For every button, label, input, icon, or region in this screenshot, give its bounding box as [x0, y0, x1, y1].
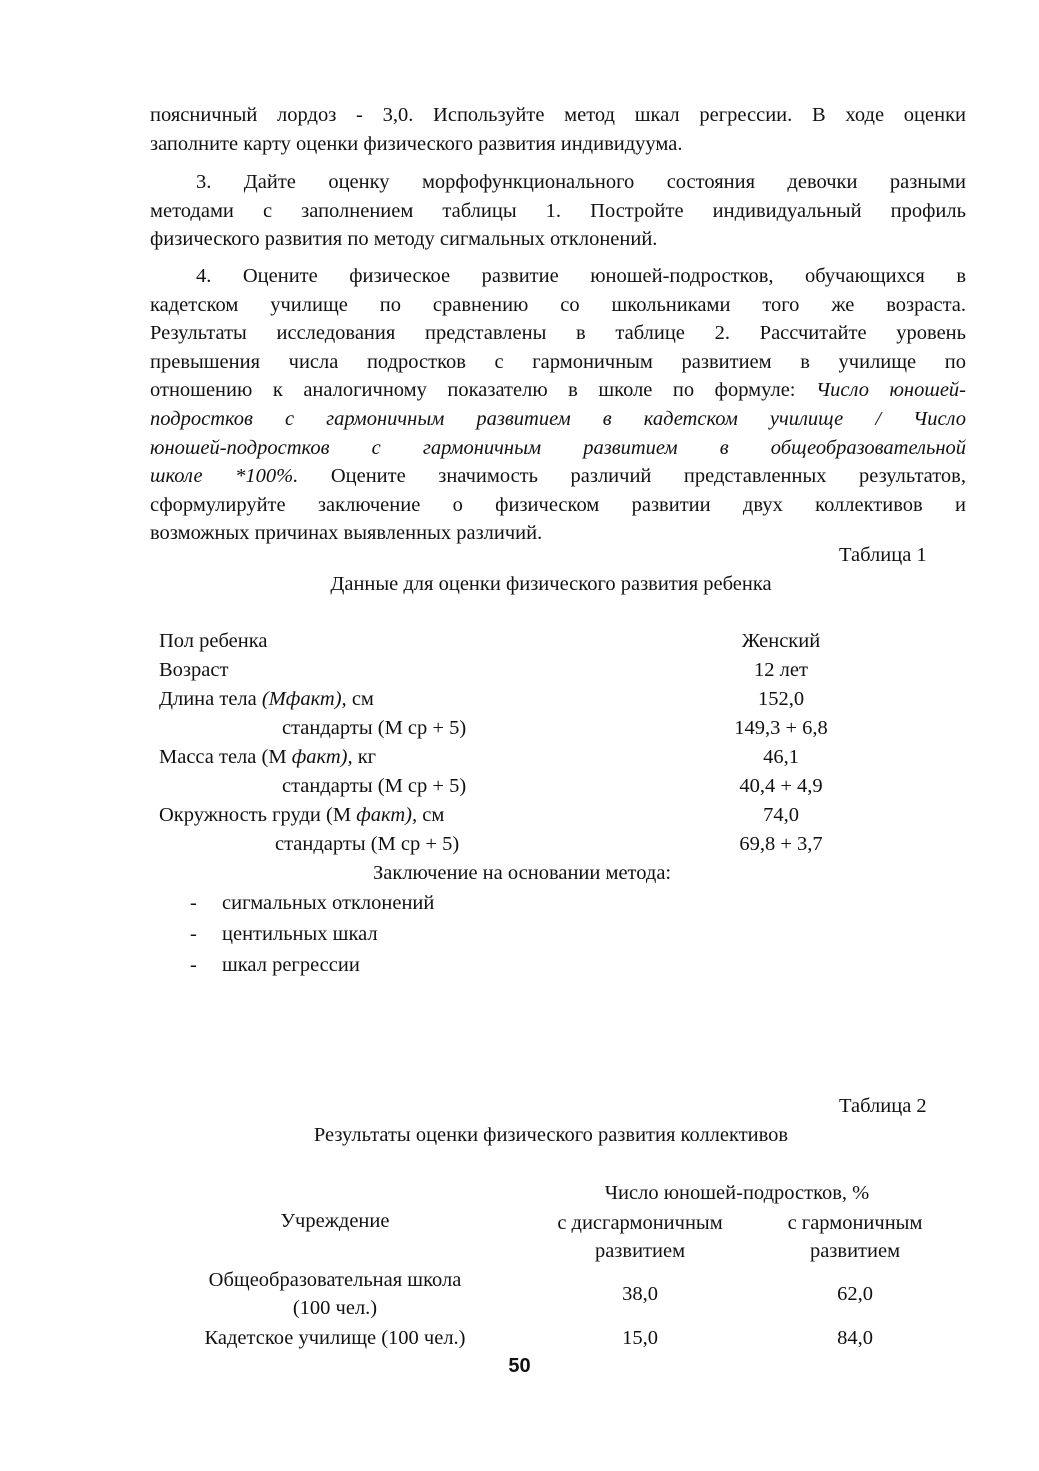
group-header: Число юношей-подростков, % [604, 1182, 870, 1204]
table-2-title: Результаты оценки физического развития коллективов [313, 1124, 789, 1146]
header-line: развитием [594, 1240, 686, 1262]
disharmonic-value: 15,0 [622, 1327, 658, 1349]
list-dash: - [190, 892, 197, 914]
table-1-row-label: Возраст [159, 659, 229, 681]
task-4-formula-start: Число юношей- [816, 379, 966, 402]
column-header-harmonic [765, 1209, 945, 1265]
task-4-line-4: превышения числа подростков с гармоничным развитием в училище по [150, 350, 966, 373]
table-1-row-label: Пол ребенка [159, 630, 268, 652]
task-3-paragraph [150, 168, 966, 254]
task-4-paragraph [150, 262, 966, 548]
label-part: Масса тела (М [159, 746, 292, 768]
table-1-row-value: 74,0 [763, 804, 799, 826]
label-unit: см [417, 804, 445, 826]
task-3-line-3: физического развития по методу сигмальных отклонений. [150, 228, 658, 251]
table-1-row-value: Женский [741, 630, 821, 652]
table-1-row-label [159, 804, 444, 827]
label-italic-part: (Мфакт), [261, 688, 347, 710]
institution-name: Кадетское училище (100 чел.) [204, 1327, 466, 1349]
label-unit: см [346, 688, 374, 710]
header-line: развитием [809, 1240, 901, 1262]
label-unit: кг [352, 746, 377, 768]
label-part: Окружность груди (М [159, 804, 357, 826]
page-number: 50 [508, 1355, 531, 1377]
column-header-disharmonic [530, 1209, 750, 1265]
label-italic-part: факт), [291, 746, 353, 768]
table-1-row-label: стандарты (М ср + 5) [275, 833, 460, 855]
table-1-caption: Таблица 1 [839, 544, 927, 566]
table-2-caption: Таблица 2 [839, 1095, 927, 1117]
list-item: сигмальных отклонений [222, 892, 435, 914]
table-1-title: Данные для оценки физического развития ребенка [330, 573, 772, 595]
task-4-line-5-plain: отношению к аналогичному показателю в школе по формуле: [150, 379, 817, 402]
task-4-line-2: кадетском училище по сравнению со школьниками того же возраста. [150, 293, 966, 316]
task-4-line-3: Результаты исследования представлены в таблице 2. Рассчитайте уровень [150, 322, 966, 345]
harmonic-value: 84,0 [837, 1327, 873, 1349]
list-item: шкал регрессии [222, 954, 360, 976]
list-item: центильных шкал [222, 923, 378, 945]
label-part: Длина тела [159, 688, 262, 710]
name-line: (100 чел.) [292, 1297, 378, 1319]
list-dash: - [190, 923, 197, 945]
task-4-formula-line-3: юношей-подростков с гармоничным развитием в общеобразовательной [150, 436, 966, 459]
table-1-row-value: 69,8 + 3,7 [739, 833, 823, 855]
task-4-line-9: сформулируйте заключение о физическом развитии двух коллективов и [150, 493, 966, 516]
task-4-formula-line-2: подростков с гармоничным развитием в кадетском училище / Число [150, 407, 966, 430]
table-1-row-label [159, 746, 376, 769]
table-1-row-label [159, 688, 374, 711]
table-1-row-value: 12 лет [754, 659, 808, 681]
task-3-line-2: методами с заполнением таблицы 1. Постройте индивидуальный профиль [150, 199, 966, 222]
table-1-row-label: стандарты (М ср + 5) [282, 717, 467, 739]
name-line: Общеобразовательная школа [208, 1269, 462, 1291]
list-dash: - [190, 954, 197, 976]
intro-line-2: заполните карту оценки физического развития индивидуума. [150, 132, 683, 155]
disharmonic-value: 38,0 [622, 1283, 658, 1305]
task-4-formula-end: школе *100%. [150, 465, 299, 488]
task-4-line-1: 4. Оцените физическое развитие юношей-подростков, обучающихся в [196, 265, 966, 287]
institution-name [160, 1266, 510, 1322]
label-italic-part: факт), [356, 804, 418, 826]
task-4-line-5 [150, 376, 966, 405]
table-1-row-label: стандарты (М ср + 5) [282, 775, 467, 797]
intro-paragraph [150, 101, 966, 158]
harmonic-value: 62,0 [837, 1283, 873, 1305]
conclusion-title: Заключение на основании метода: [373, 862, 672, 884]
header-line: с дисгармоничным [557, 1212, 723, 1234]
table-1-row-value: 152,0 [757, 688, 805, 710]
task-4-line-8-plain: Оцените значимость различий представленных результатов, [298, 465, 966, 488]
task-3-line-1: 3. Дайте оценку морфофункционального состояния девочки разными [196, 171, 966, 193]
task-4-line-10: возможных причинах выявленных различий. [150, 522, 543, 545]
intro-line-1: поясничный лордоз - 3,0. Используйте метод шкал регрессии. В ходе оценки [150, 104, 966, 126]
table-1-row-value: 46,1 [763, 746, 799, 768]
table-1-row-value: 40,4 + 4,9 [739, 775, 823, 797]
task-4-line-8 [150, 462, 966, 491]
header-line: с гармоничным [787, 1212, 923, 1234]
column-header-institution: Учреждение [280, 1210, 390, 1232]
table-1-row-value: 149,3 + 6,8 [734, 717, 828, 739]
